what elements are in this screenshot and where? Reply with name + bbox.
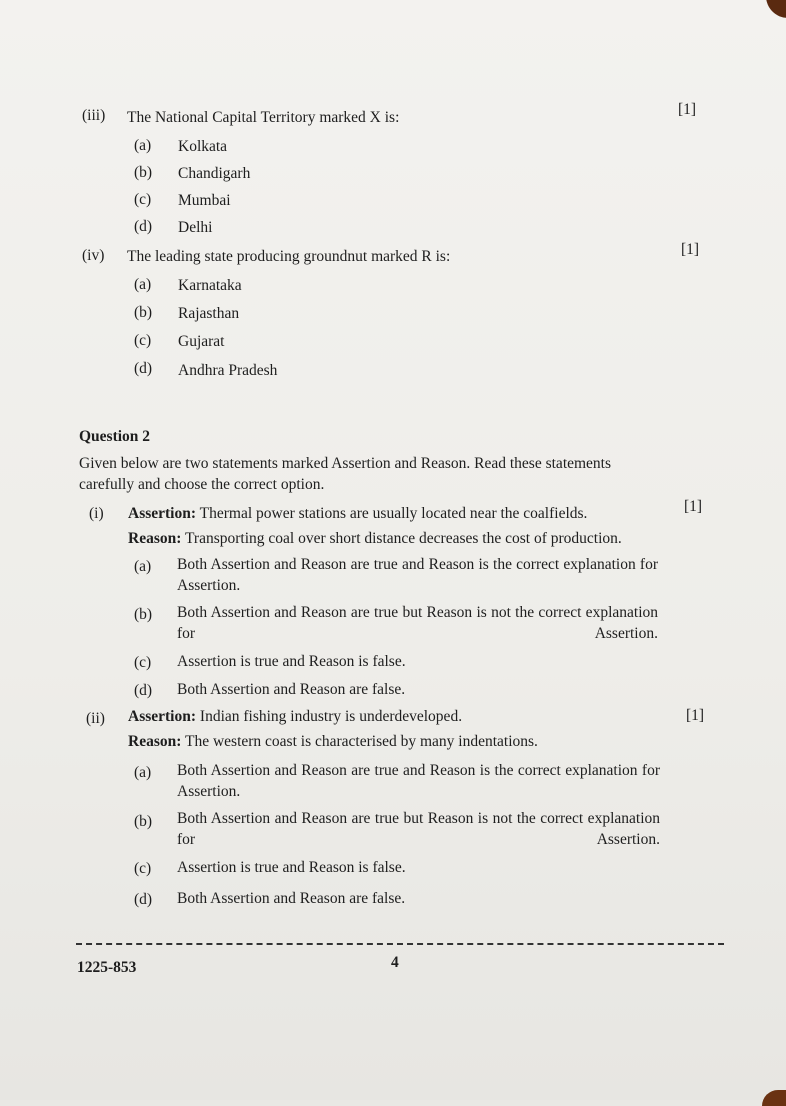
- option-label: (b): [134, 813, 153, 830]
- marks-label: [1]: [678, 101, 697, 118]
- question-number: (ii): [86, 710, 105, 727]
- section-heading: Question 2: [79, 428, 151, 445]
- option-text: Both Assertion and Reason are true but Reason is not the correct explanation for Assertion.: [177, 604, 658, 642]
- option-text: Chandigarh: [178, 165, 251, 182]
- option-label: (b): [134, 304, 153, 321]
- marks-label: [1]: [686, 707, 705, 724]
- page-corner-shadow: [766, 0, 786, 18]
- option-label: (c): [134, 654, 152, 671]
- option-label: (c): [134, 191, 152, 208]
- reason-text: Transporting coal over short distance decreases the cost of production.: [185, 530, 622, 547]
- option-label: (b): [134, 606, 153, 623]
- option-label: (d): [134, 891, 153, 908]
- assertion-text: Thermal power stations are usually located near the coalfields.: [199, 505, 588, 522]
- option-label: (a): [134, 558, 152, 575]
- option-label: (b): [134, 164, 153, 181]
- footer-divider: [76, 943, 724, 945]
- option-text: Assertion is true and Reason is false.: [177, 653, 406, 670]
- option-text: Assertion is true and Reason is false.: [177, 859, 406, 876]
- option-text: Both Assertion and Reason are true and Reason is the correct explanation for Assertion.: [177, 762, 660, 800]
- question-text: The National Capital Territory marked X is:: [127, 109, 400, 126]
- option-label: (d): [134, 682, 153, 699]
- reason-label: Reason:: [128, 733, 182, 750]
- option-label: (c): [134, 860, 152, 877]
- option-label: (d): [134, 360, 153, 377]
- option-text: Both Assertion and Reason are false.: [177, 890, 406, 907]
- option-label: (c): [134, 332, 152, 349]
- assertion-label: Assertion:: [128, 505, 197, 522]
- question-intro: Given below are two statements marked Assertion and Reason. Read these statements carefully and choose the correct option.: [79, 455, 612, 493]
- option-text: Rajasthan: [178, 305, 240, 322]
- page-number: 4: [391, 954, 399, 971]
- marks-label: [1]: [684, 498, 703, 515]
- option-label: (a): [134, 764, 152, 781]
- option-text: Both Assertion and Reason are true but Reason is not the correct explanation for Assertion.: [177, 810, 660, 848]
- option-text: Gujarat: [178, 333, 225, 350]
- question-number: (iv): [82, 247, 105, 264]
- page-corner-shadow: [762, 1090, 786, 1106]
- reason-text: The western coast is characterised by many indentations.: [185, 733, 538, 750]
- option-label: (a): [134, 276, 152, 293]
- option-label: (d): [134, 218, 153, 235]
- question-number: (iii): [82, 107, 106, 124]
- question-number: (i): [89, 505, 104, 522]
- option-text: Both Assertion and Reason are false.: [177, 681, 406, 698]
- reason-label: Reason:: [128, 530, 182, 547]
- paper-code: 1225-853: [77, 959, 137, 976]
- option-label: (a): [134, 137, 152, 154]
- assertion-label: Assertion:: [128, 708, 197, 725]
- option-text: Both Assertion and Reason are true and Reason is the correct explanation for Assertion.: [177, 556, 658, 594]
- option-text: Mumbai: [178, 192, 231, 209]
- option-text: Karnataka: [178, 277, 242, 294]
- option-text: Kolkata: [178, 138, 228, 155]
- marks-label: [1]: [681, 241, 700, 258]
- option-text: Andhra Pradesh: [178, 362, 278, 379]
- question-text: The leading state producing groundnut marked R is:: [127, 248, 451, 265]
- option-text: Delhi: [178, 219, 213, 236]
- assertion-text: Indian fishing industry is underdeveloped.: [199, 708, 463, 725]
